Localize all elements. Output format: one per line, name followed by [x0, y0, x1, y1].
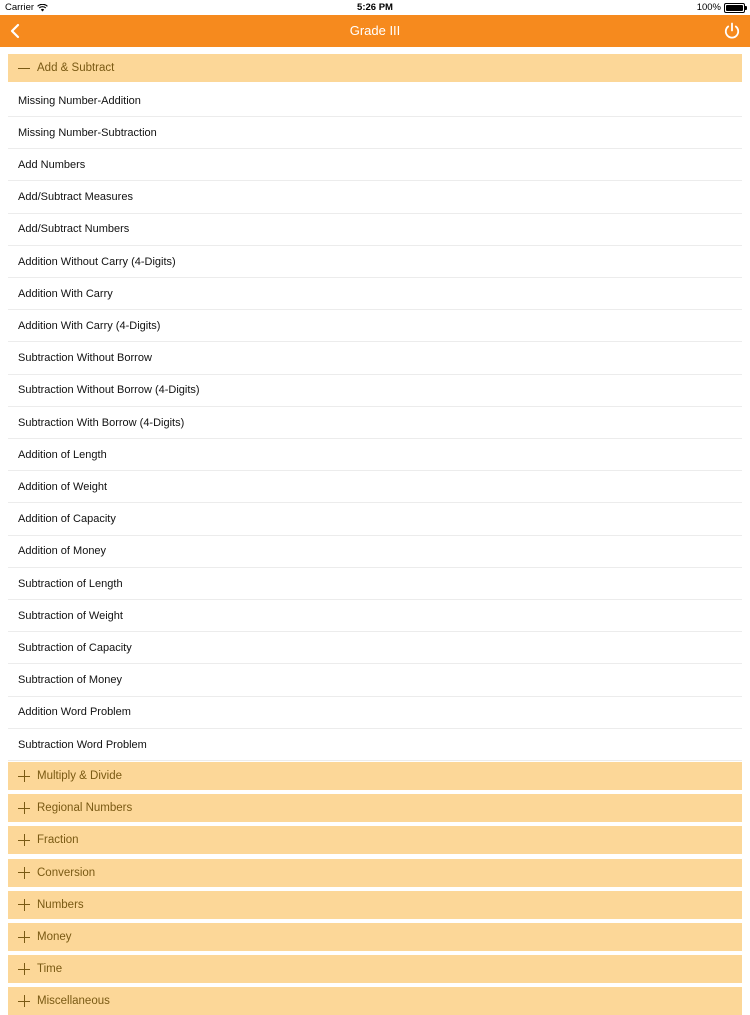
list-item[interactable]	[8, 375, 742, 407]
list-item[interactable]	[8, 214, 742, 246]
list-item[interactable]	[8, 729, 742, 761]
section-header[interactable]	[8, 794, 742, 822]
list-item[interactable]	[8, 246, 742, 278]
section-header[interactable]	[8, 762, 742, 790]
section-label: Add & Subtract	[37, 62, 115, 74]
list-item-label: Addition of Length	[18, 448, 107, 461]
plus-icon	[17, 994, 31, 1008]
plus-icon	[17, 866, 31, 880]
section-header[interactable]	[8, 987, 742, 1015]
list-item[interactable]	[8, 182, 742, 214]
power-icon[interactable]	[722, 21, 742, 41]
status-bar	[0, 0, 750, 15]
list-item-label: Addition With Carry (4-Digits)	[18, 319, 161, 332]
list-item[interactable]	[8, 665, 742, 697]
nav-bar	[0, 15, 750, 47]
clock: 5:26 PM	[357, 2, 393, 13]
section-label: Conversion	[37, 866, 96, 879]
section-header[interactable]	[8, 826, 742, 854]
list-item-label: Add/Subtract Numbers	[18, 223, 130, 236]
plus-icon	[17, 769, 31, 783]
list-item-label: Subtraction Without Borrow	[18, 352, 152, 365]
list-item-label: Addition Word Problem	[18, 706, 131, 719]
list-item[interactable]	[8, 278, 742, 310]
list-item-label: Missing Number-Subtraction	[18, 126, 157, 139]
list-item-label: Addition Without Carry (4-Digits)	[18, 255, 176, 268]
list-item-label: Add/Subtract Measures	[18, 191, 133, 204]
minus-icon	[17, 61, 31, 75]
plus-icon	[17, 801, 31, 815]
section-label: Multiply & Divide	[37, 770, 122, 782]
section-header[interactable]	[8, 859, 742, 887]
battery-indicator	[697, 2, 745, 13]
list-item-label: Subtraction of Weight	[18, 609, 123, 622]
section-label: Miscellaneous	[37, 995, 110, 1008]
list-item[interactable]	[8, 310, 742, 342]
section-label: Regional Numbers	[37, 802, 133, 815]
section-header[interactable]	[8, 955, 742, 983]
list-item-label: Addition With Carry	[18, 287, 113, 300]
list-item[interactable]	[8, 471, 742, 503]
list-item-label: Addition of Weight	[18, 480, 108, 493]
section-label: Money	[37, 931, 72, 943]
list-item-label: Subtraction Without Borrow (4-Digits)	[18, 384, 200, 397]
list-item[interactable]	[8, 600, 742, 632]
plus-icon	[17, 930, 31, 944]
list-item[interactable]	[8, 407, 742, 439]
list-item-label: Addition of Capacity	[18, 513, 116, 526]
list-item-label: Subtraction of Money	[18, 674, 122, 687]
list-item[interactable]	[8, 117, 742, 149]
list-item[interactable]	[8, 504, 742, 536]
plus-icon	[17, 962, 31, 976]
section-label: Fraction	[37, 834, 79, 847]
list-item-label: Subtraction With Borrow (4-Digits)	[18, 416, 185, 429]
list-item[interactable]	[8, 568, 742, 600]
section-header-add-subtract[interactable]	[8, 54, 742, 82]
list-item-label: Add Numbers	[18, 158, 86, 171]
battery-icon	[724, 3, 745, 13]
list-item-label: Subtraction of Capacity	[18, 641, 132, 654]
list-item-label: Subtraction Word Problem	[18, 738, 147, 751]
battery-level	[726, 5, 743, 11]
list-item-label: Addition of Money	[18, 545, 107, 558]
list-item[interactable]	[8, 149, 742, 181]
section-header[interactable]	[8, 923, 742, 951]
list-item[interactable]	[8, 697, 742, 729]
list-item[interactable]	[8, 536, 742, 568]
list-item[interactable]	[8, 632, 742, 664]
list-item-label: Subtraction of Length	[18, 577, 123, 590]
list-item[interactable]	[8, 343, 742, 375]
section-label: Numbers	[37, 898, 84, 911]
plus-icon	[17, 833, 31, 847]
section-label: Time	[37, 963, 63, 976]
plus-icon	[17, 898, 31, 912]
list-item[interactable]	[8, 439, 742, 471]
section-header[interactable]	[8, 891, 742, 919]
page-title: Grade III	[349, 23, 401, 38]
carrier-label: Carrier	[5, 2, 35, 13]
list-item-label: Missing Number-Addition	[18, 94, 141, 107]
list-item[interactable]	[8, 85, 742, 117]
battery-percent: 100%	[696, 2, 721, 13]
